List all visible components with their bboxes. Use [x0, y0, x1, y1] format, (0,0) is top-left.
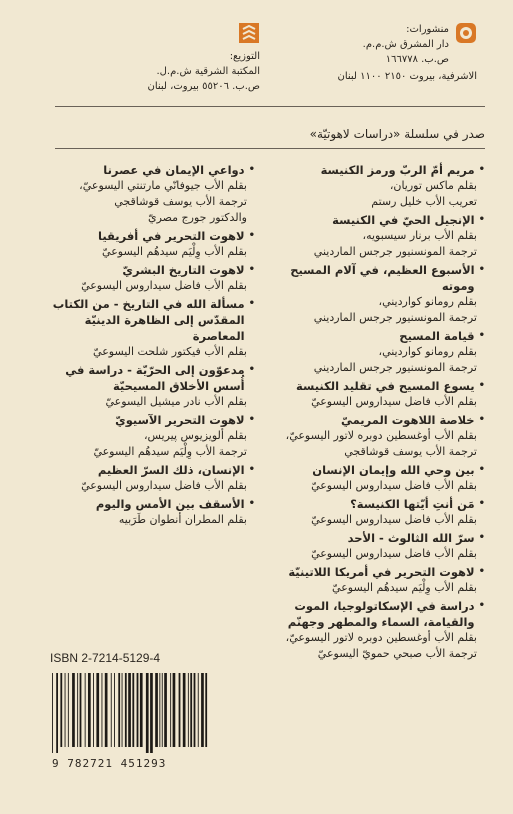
barcode-bar	[201, 673, 204, 747]
book-title: بين وحي الله وإيمان الإنسان	[312, 463, 475, 477]
barcode-bar	[85, 673, 86, 747]
book-title: لاهوت التاريخ البشريّ	[122, 263, 245, 277]
divider-top	[55, 106, 485, 107]
book-entry	[45, 262, 255, 294]
book-entry	[273, 262, 485, 326]
barcode-bar	[72, 673, 75, 747]
bullet-icon: •	[478, 214, 485, 225]
book-title: قيامة المسيح	[399, 329, 475, 343]
book-credit: والدكتور جورج مصريّ	[147, 211, 247, 224]
bullet-icon: •	[478, 330, 485, 341]
book-title: الأسبوع العظيم، في آلام المسيح وموته	[290, 263, 475, 293]
book-title: مسألة الله في التاريخ - من الكتاب المقدّس إلى الظاهرة الدينيّة المعاصرة	[52, 297, 245, 343]
distribution-line: المكتبة الشرقية ش.م.ل.	[156, 66, 260, 77]
barcode-bar	[52, 673, 53, 753]
book-credit: بقلم الأب أوغسطين دوبره لاتور اليسوعيّ،	[285, 631, 477, 644]
bullet-icon: •	[478, 164, 485, 175]
bullet-icon: •	[248, 414, 255, 425]
book-credit: ترجمة المونسنيور جرجس المارديني	[313, 245, 477, 258]
barcode-bar	[68, 673, 69, 747]
book-entry	[273, 598, 485, 662]
barcode-bar	[96, 673, 99, 747]
book-entry	[45, 228, 255, 260]
book-credit: بقلم الأب وِلْيَم سيدهُم اليسوعيّ	[332, 581, 477, 594]
book-entry	[273, 564, 485, 596]
book-entry	[273, 530, 485, 562]
book-credit: بقلم رومانو كوارديني،	[378, 295, 477, 308]
barcode-bar	[159, 673, 160, 747]
book-title: الإنجيل الحيّ في الكنيسة	[332, 213, 475, 227]
barcode-bar	[190, 673, 192, 747]
left-book-list	[45, 162, 255, 530]
barcode-bar	[60, 673, 62, 747]
book-credit: بقلم ألويزيوس پيريس،	[143, 429, 247, 442]
book-entry	[45, 496, 255, 528]
book-title: مريم أمّ الربّ ورمز الكنيسة	[320, 163, 475, 177]
book-entry	[45, 412, 255, 460]
book-credit: بقلم المطران أنطوان طَرَبيه	[118, 513, 247, 526]
book-credit: تعريب الأب خليل رستم	[371, 195, 477, 208]
book-entry	[45, 462, 255, 494]
barcode-bar	[194, 673, 196, 747]
barcode-bar	[105, 673, 108, 747]
publisher-line: ص.ب. ١٦٦٧٧٨	[385, 54, 449, 65]
bullet-icon: •	[248, 464, 255, 475]
barcode-bar	[162, 673, 163, 747]
barcode-bar	[65, 673, 66, 747]
book-title: دراسة في الإسكاتولوجيا، الموت والقيامة، السماء والمطهر وجهنّم	[287, 599, 475, 629]
barcode-bar	[179, 673, 181, 747]
bullet-icon: •	[248, 498, 255, 509]
book-entry	[273, 378, 485, 410]
barcode-bar	[137, 673, 139, 747]
bullet-icon: •	[478, 600, 485, 611]
book-entry	[273, 212, 485, 260]
barcode-bar	[77, 673, 78, 747]
barcode-bar	[164, 673, 167, 747]
publisher-logo-icon	[455, 22, 477, 44]
right-book-list	[273, 162, 485, 664]
isbn: ISBN 2-7214-5129-4	[50, 651, 161, 665]
book-credit: ترجمة المونسنيور جرجس المارديني	[313, 361, 477, 374]
book-credit: بقلم الأب فاضل سيداروس اليسوعيّ	[311, 547, 477, 560]
book-credit: بقلم الأب وِلْيَم سيدهُم اليسوعيّ	[102, 245, 247, 258]
book-credit: بقلم الأب فاضل سيداروس اليسوعيّ	[311, 513, 477, 526]
book-credit: ترجمة الأب صبحي حمويّ اليسوعيّ	[317, 647, 477, 660]
divider-bottom	[55, 148, 485, 149]
barcode-bar	[56, 673, 58, 753]
barcode-bar	[140, 673, 143, 747]
bullet-icon: •	[248, 164, 255, 175]
barcode-bar	[125, 673, 127, 747]
series-intro: صدر في سلسلة «دراسات لاهوتيّة»	[309, 127, 485, 141]
book-credit: ترجمة الأب يوسف قوشاقجي	[114, 195, 247, 208]
distribution-line: التوزيع:	[229, 51, 260, 62]
book-credit: بقلم الأب فاضل سيداروس اليسوعيّ	[311, 479, 477, 492]
barcode-bar	[188, 673, 189, 747]
book-entry	[273, 412, 485, 460]
bullet-icon: •	[478, 498, 485, 509]
barcode-bar	[155, 673, 158, 747]
barcode-bar	[146, 673, 149, 753]
barcode-bar	[118, 673, 120, 747]
barcode-bar	[183, 673, 186, 747]
barcode-bar	[198, 673, 199, 747]
barcode-bar	[150, 673, 153, 753]
barcode-bar	[122, 673, 123, 747]
book-entry	[273, 162, 485, 210]
bullet-icon: •	[478, 414, 485, 425]
distribution-block	[70, 22, 260, 94]
book-credit: بقلم الأب نادر ميشيل اليسوعيّ	[105, 395, 247, 408]
barcode-bar	[170, 673, 171, 747]
publisher-line: منشورات:	[406, 24, 449, 35]
bullet-icon: •	[478, 532, 485, 543]
book-credit: بقلم الأب فيكتور شلحت اليسوعيّ	[93, 345, 247, 358]
publisher-line: دار المشرق ش.م.م.	[362, 39, 449, 50]
book-credit: بقلم الأب فاضل سيداروس اليسوعيّ	[311, 395, 477, 408]
book-title: مَن أنتِ أيّتها الكنيسة؟	[350, 497, 475, 511]
barcode-bar	[128, 673, 131, 747]
book-title: الأسقف بين الأمس واليوم	[95, 497, 245, 511]
book-title: يسوع المسيح في تقليد الكنيسة	[296, 379, 475, 393]
barcode-bar	[88, 673, 91, 747]
book-credit: ترجمة الأب وِلْيَم سيدهُم اليسوعيّ	[93, 445, 247, 458]
barcode-bar	[114, 673, 115, 747]
publisher-address: الاشرفية، بيروت ٢١٥٠ ١١٠٠ لبنان	[337, 71, 477, 82]
publisher-block	[277, 22, 477, 84]
barcode-bar	[173, 673, 176, 747]
barcode-bar	[93, 673, 94, 747]
book-credit: ترجمة المونسنيور جرجس المارديني	[313, 311, 477, 324]
bullet-icon: •	[248, 230, 255, 241]
distributor-logo-icon	[238, 22, 260, 44]
bullet-icon: •	[248, 364, 255, 375]
bullet-icon: •	[248, 298, 255, 309]
bullet-icon: •	[478, 566, 485, 577]
book-credit: بقلم الأب برنار سيسبويه،	[362, 229, 477, 242]
book-credit: بقلم الأب فاضل سيداروس اليسوعيّ	[81, 479, 247, 492]
book-title: مدعوّون إلى الحرّيّة - دراسة في أُسس الأخلاق المسيحيّة	[65, 363, 245, 393]
book-entry	[45, 362, 255, 410]
bullet-icon: •	[248, 264, 255, 275]
book-entry	[273, 496, 485, 528]
book-title: الإنسان، ذلك السرّ العظيم	[97, 463, 245, 477]
barcode-bar	[132, 673, 134, 747]
book-entry	[273, 328, 485, 376]
book-credit: بقلم رومانو كوارديني،	[378, 345, 477, 358]
barcode-bar	[205, 673, 207, 747]
book-title: لاهوت التحرير الآسيويّ	[115, 413, 245, 427]
book-credit: بقلم الأب أوغسطين دوبره لاتور اليسوعيّ، ترجمة الأب يوسف قوشاقجي	[285, 429, 477, 458]
book-title: لاهوت التحرير في أفريقيا	[98, 229, 245, 243]
book-credit: بقلم الأب فاضل سيداروس اليسوعيّ	[81, 279, 247, 292]
book-credit: بقلم ماكس توريان،	[389, 179, 477, 192]
book-title: سرّ الله الثالوث - الأحد	[347, 531, 475, 545]
barcode-bar	[102, 673, 103, 747]
book-entry	[273, 462, 485, 494]
book-entry	[45, 162, 255, 226]
book-credit: بقلم الأب جيوفانّي مارتنتي اليسوعيّ،	[79, 179, 247, 192]
barcode-bar	[111, 673, 112, 747]
bullet-icon: •	[478, 380, 485, 391]
bullet-icon: •	[478, 464, 485, 475]
book-title: خلاصة اللاهوت المريميّ	[340, 413, 475, 427]
book-title: لاهوت التحرير في أمريكا اللاتينيّة	[288, 565, 475, 579]
barcode-bar	[80, 673, 82, 747]
bullet-icon: •	[478, 264, 485, 275]
book-title: دواعي الإيمان في عصرنا	[103, 163, 245, 177]
distribution-line: ص.ب. ٥٥٢٠٦ بيروت، لبنان	[147, 81, 260, 92]
book-entry	[45, 296, 255, 360]
barcode	[48, 673, 213, 753]
barcode-number: 9 782721 451293	[52, 757, 167, 770]
